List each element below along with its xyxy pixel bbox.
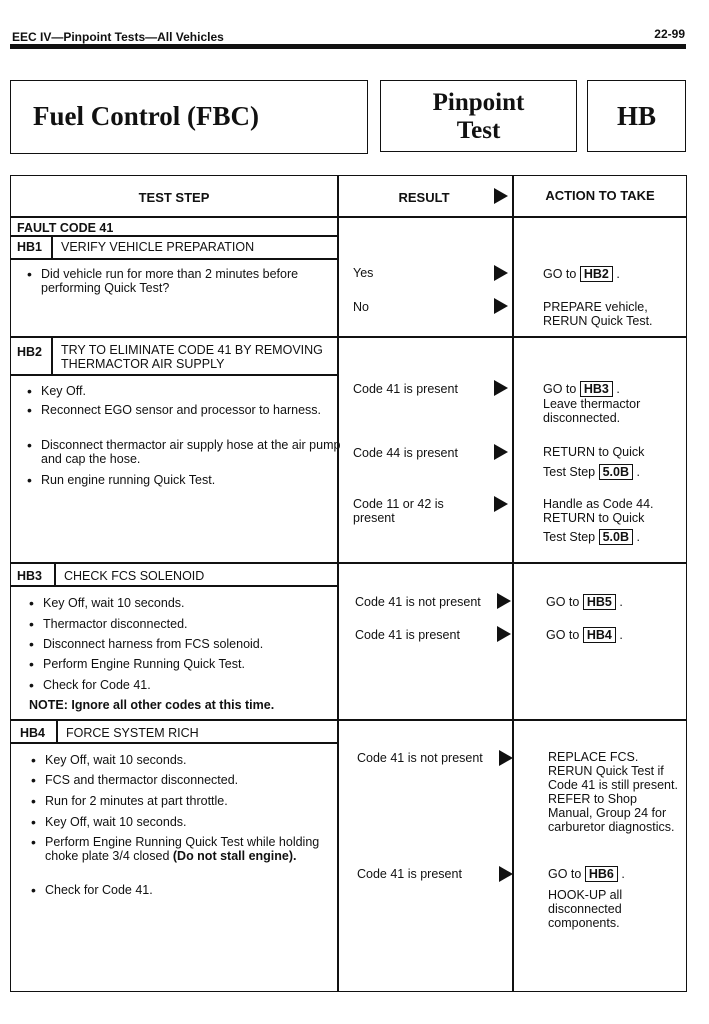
column-header-action: ACTION TO TAKE: [545, 188, 655, 203]
hb4-bullet-4: • Key Off, wait 10 seconds.: [29, 815, 187, 829]
arrow-icon: [499, 750, 513, 766]
arrow-icon: [494, 496, 508, 512]
ref-5-0b: 5.0B: [599, 529, 633, 545]
step-id-divider: [51, 235, 53, 258]
arrow-icon: [494, 444, 508, 460]
hb4-result-2: Code 41 is present: [357, 867, 462, 881]
hb3-bullet-4: • Perform Engine Running Quick Test.: [27, 657, 245, 671]
step-id-hb3: HB3: [17, 569, 43, 583]
step-rule: [11, 585, 337, 587]
test-code-box: HB: [587, 80, 686, 152]
fault-code-label: FAULT CODE 41: [17, 221, 114, 235]
hb2-result-2: Code 44 is present: [353, 446, 458, 460]
ref-5-0b: 5.0B: [599, 464, 633, 480]
hb2-bullet-4: • Run engine running Quick Test.: [25, 473, 341, 487]
page-number: 22-99: [654, 27, 685, 41]
hb3-note: NOTE: Ignore all other codes at this time.: [29, 698, 275, 712]
hb4-action-3: HOOK-UP all disconnected components.: [548, 888, 623, 930]
column-header-result: RESULT: [398, 190, 450, 205]
header-rule: [10, 44, 686, 49]
hb3-action-2: GO to HB4 .: [546, 628, 623, 642]
step-rule: [11, 258, 337, 260]
step-title-hb4: FORCE SYSTEM RICH: [66, 726, 199, 740]
hb1-action-2: PREPARE vehicle, RERUN Quick Test.: [543, 300, 653, 328]
pinpoint-line2: Test: [456, 117, 501, 144]
ref-hb4: HB4: [583, 627, 616, 643]
hb2-action-2a: RETURN to Quick: [543, 445, 645, 459]
hb3-bullet-5: • Check for Code 41.: [27, 678, 151, 692]
hb3-bullet-2: • Thermactor disconnected.: [27, 617, 188, 631]
hb1-bullet-1: • Did vehicle run for more than 2 minutes before performing Quick Test?: [25, 267, 341, 295]
step-title-hb1: VERIFY VEHICLE PREPARATION: [61, 240, 255, 254]
step-id-hb4: HB4: [20, 726, 46, 740]
page-title: Fuel Control (FBC): [33, 101, 259, 131]
hb3-bullet-3: • Disconnect harness from FCS solenoid.: [27, 637, 263, 651]
hb2-bullet-3: • Disconnect thermactor air supply hose at the air pump and cap the hose.: [25, 438, 346, 466]
title-box: [10, 80, 368, 154]
hb4-bullet-1: • Key Off, wait 10 seconds.: [29, 753, 187, 767]
result-arrow-icon: [494, 188, 508, 204]
arrow-icon: [494, 265, 508, 281]
header-rule-bottom: [11, 216, 686, 218]
column-divider-1: [337, 176, 339, 991]
hb1-result-1: Yes: [353, 266, 374, 280]
arrow-icon: [497, 626, 511, 642]
hb4-action-2: GO to HB6 .: [548, 867, 625, 881]
hb1-action-1: GO to HB2 .: [543, 267, 620, 281]
pinpoint-line1: Pinpoint: [432, 89, 525, 116]
hb4-action-1: REPLACE FCS. RERUN Quick Test if Code 41 is still present. REFER to Shop Manual, Group 24 for carburetor diagnostics.: [548, 750, 678, 834]
arrow-icon: [494, 380, 508, 396]
pinpoint-test-box: [380, 80, 577, 152]
hb3-result-2: Code 41 is present: [355, 628, 460, 642]
step-id-divider: [54, 562, 56, 585]
ref-hb5: HB5: [583, 594, 616, 610]
column-header-step: TEST STEP: [138, 190, 210, 205]
hb2-action-3b: Test Step 5.0B .: [543, 530, 640, 544]
ref-hb2: HB2: [580, 266, 613, 282]
hb2-bullet-1: • Key Off.: [25, 384, 341, 398]
step-id-divider: [51, 336, 53, 374]
step-title-hb2: TRY TO ELIMINATE CODE 41 BY REMOVING THERMACTOR AIR SUPPLY: [61, 343, 323, 371]
row-rule-hb3: [11, 719, 686, 721]
step-id-hb1: HB1: [17, 240, 43, 254]
fault-rule: [11, 235, 337, 237]
arrow-icon: [499, 866, 513, 882]
row-rule-hb1: [11, 336, 686, 338]
step-id-hb2: HB2: [17, 345, 43, 359]
hb2-action-3a: Handle as Code 44. RETURN to Quick: [543, 497, 654, 525]
hb2-action-1: GO to HB3 . Leave thermactor disconnected.: [543, 382, 641, 425]
pinpoint-table: [10, 175, 687, 992]
step-title-hb3: CHECK FCS SOLENOID: [64, 569, 205, 583]
arrow-icon: [497, 593, 511, 609]
hb1-result-2: No: [353, 300, 369, 314]
hb4-bullet-2: • FCS and thermactor disconnected.: [29, 773, 238, 787]
step-rule: [11, 742, 337, 744]
row-rule-hb2: [11, 562, 686, 564]
hb2-bullet-2: • Reconnect EGO sensor and processor to harness.: [25, 403, 341, 417]
step-id-divider: [56, 719, 58, 742]
hb4-bullet-5: • Perform Engine Running Quick Test while holding choke plate 3/4 closed (Do not stall engine).: [29, 835, 335, 863]
hb4-bullet-3: • Run for 2 minutes at part throttle.: [29, 794, 228, 808]
hb2-result-3: Code 11 or 42 is present: [353, 497, 444, 525]
hb3-action-1: GO to HB5 .: [546, 595, 623, 609]
ref-hb6: HB6: [585, 866, 618, 882]
arrow-icon: [494, 298, 508, 314]
hb3-result-1: Code 41 is not present: [355, 595, 481, 609]
hb2-result-1: Code 41 is present: [353, 382, 458, 396]
hb3-bullet-1: • Key Off, wait 10 seconds.: [27, 596, 185, 610]
hb4-bullet-6: • Check for Code 41.: [29, 883, 153, 897]
hb4-result-1: Code 41 is not present: [357, 751, 483, 765]
step-rule: [11, 374, 337, 376]
ref-hb3: HB3: [580, 381, 613, 397]
hb2-action-2b: Test Step 5.0B .: [543, 465, 640, 479]
page-header-title: EEC IV—Pinpoint Tests—All Vehicles: [12, 30, 224, 44]
